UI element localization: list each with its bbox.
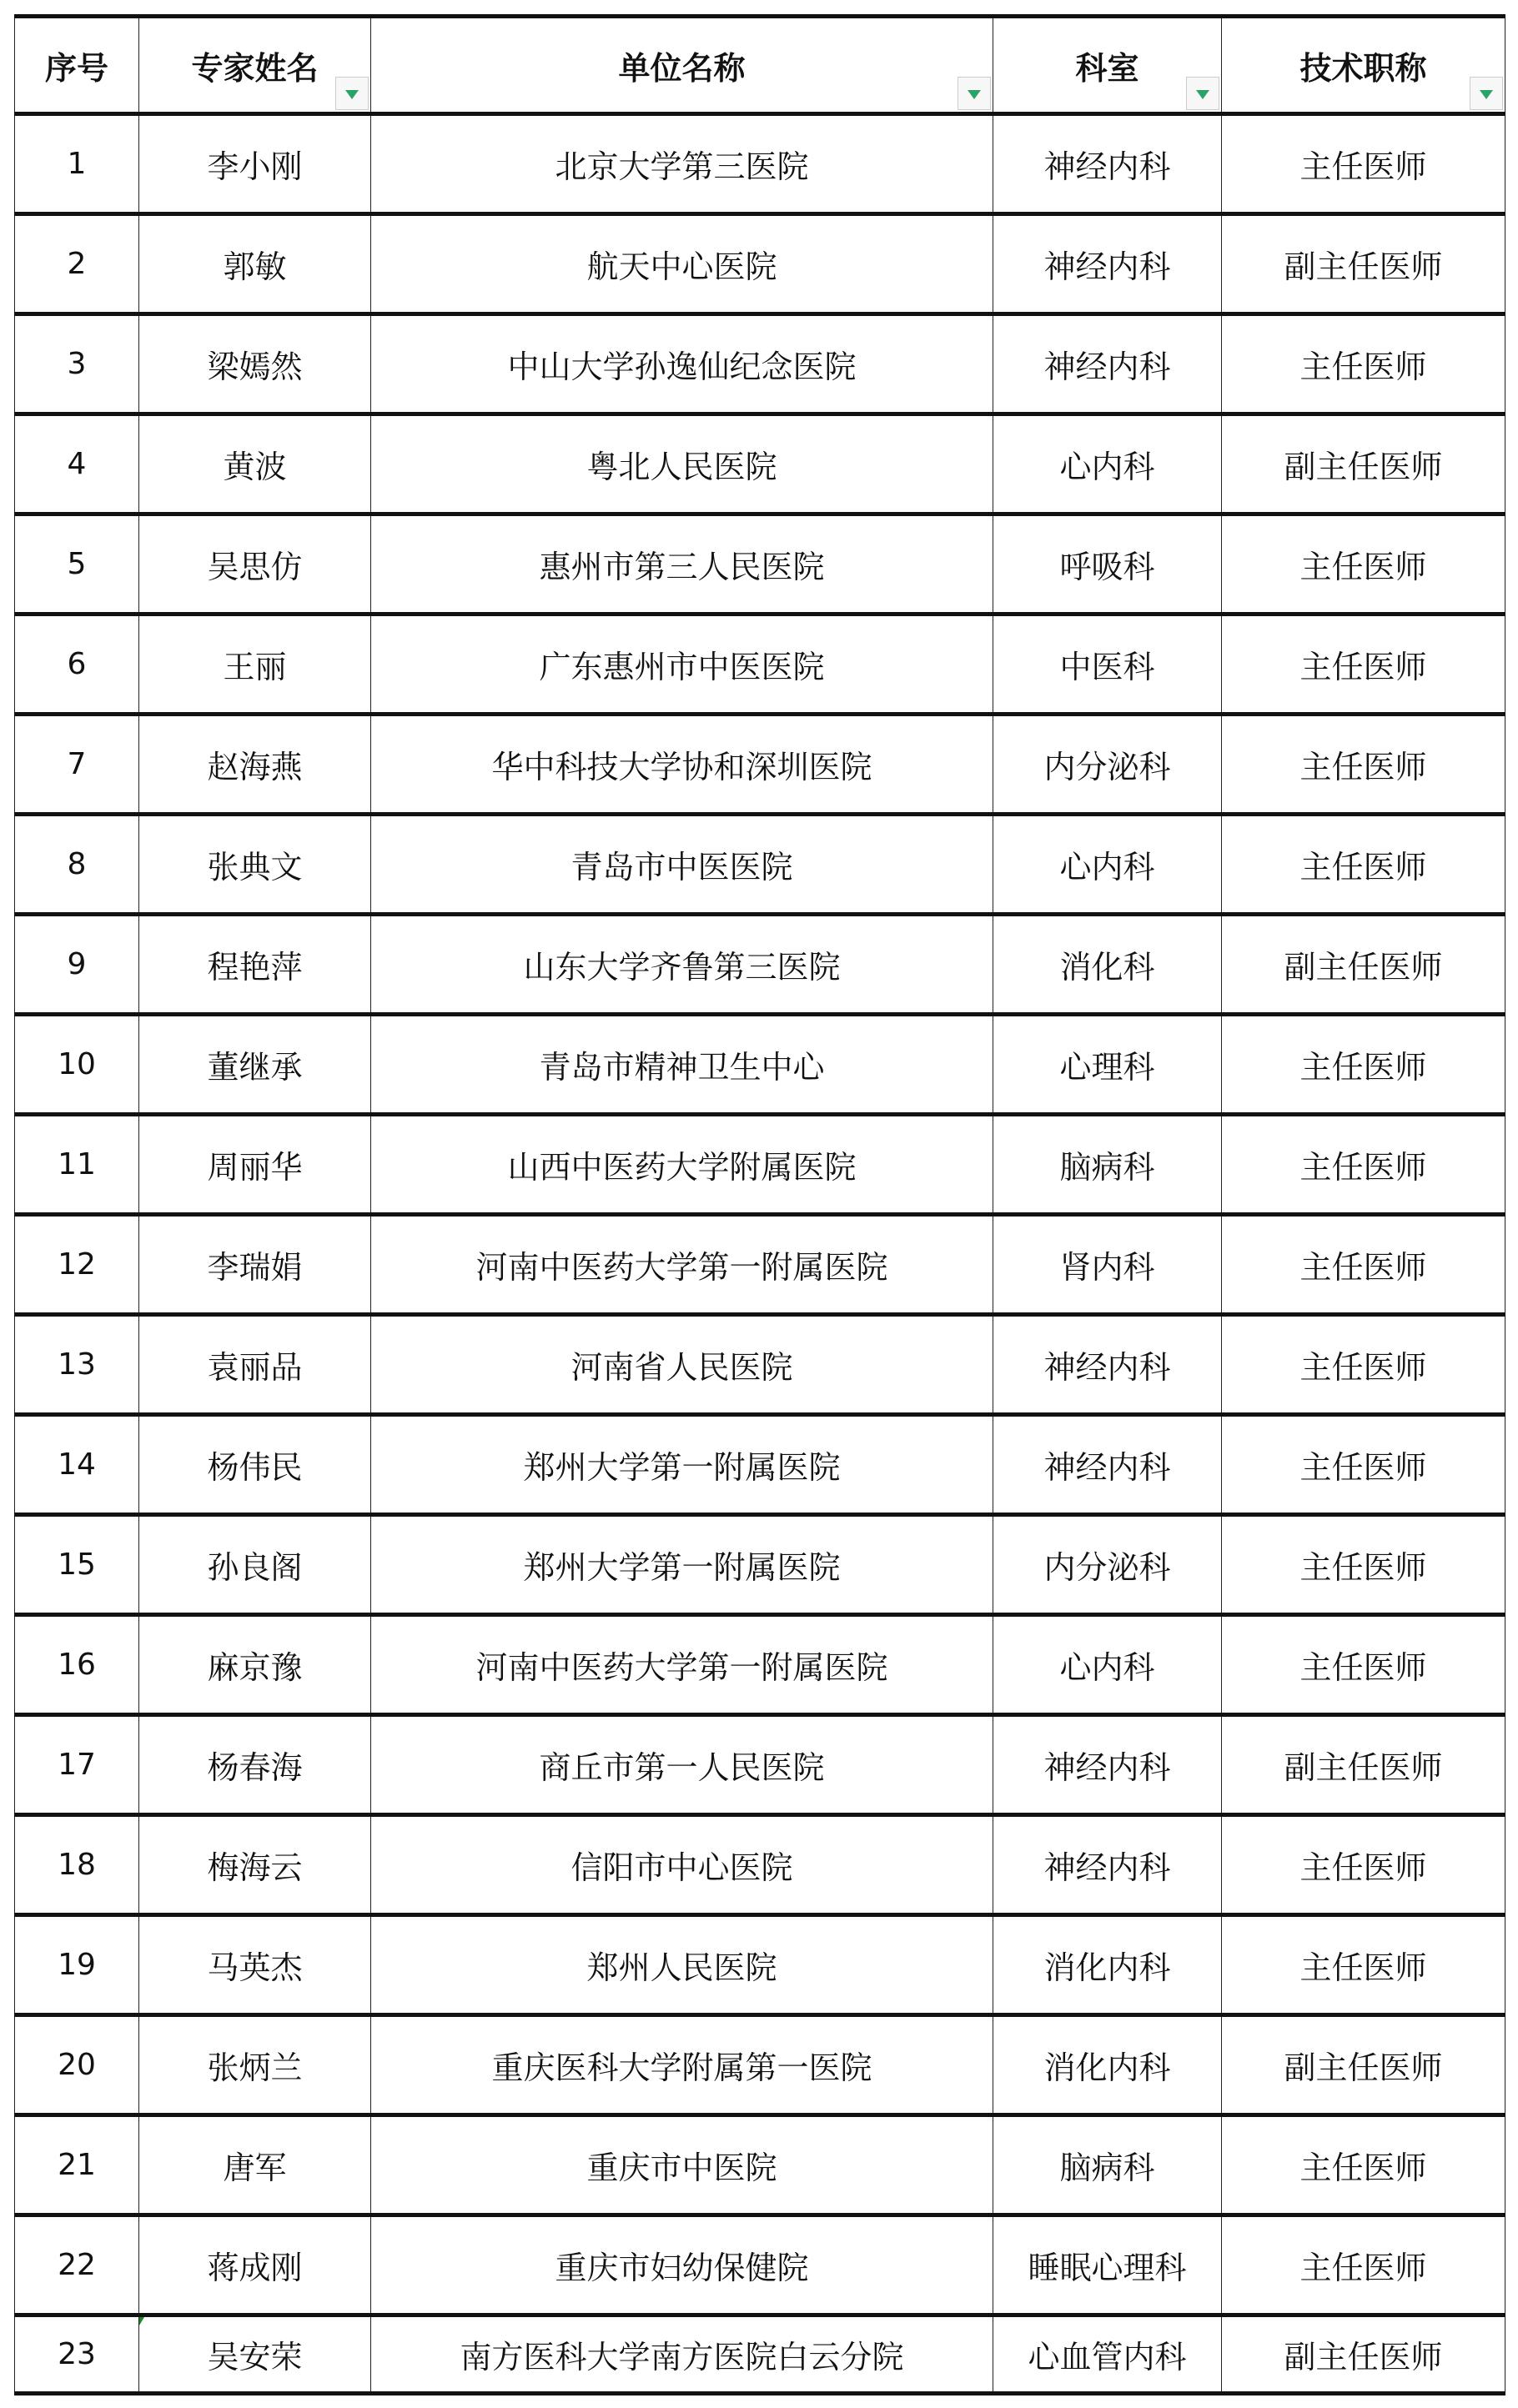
cell-institution[interactable]: 河南中医药大学第一附属医院: [371, 1215, 993, 1315]
cell-title[interactable]: 主任医师: [1222, 514, 1505, 615]
cell-title[interactable]: 主任医师: [1222, 2115, 1505, 2215]
cell-name[interactable]: 黄波: [139, 414, 371, 514]
cell-title[interactable]: 主任医师: [1222, 2215, 1505, 2315]
cell-index[interactable]: 3: [15, 314, 139, 414]
filter-dropdown-icon[interactable]: [335, 77, 369, 110]
cell-title[interactable]: 主任医师: [1222, 1815, 1505, 1915]
cell-index[interactable]: 9: [15, 915, 139, 1015]
cell-institution[interactable]: 山西中医药大学附属医院: [371, 1115, 993, 1215]
cell-department[interactable]: 神经内科: [993, 114, 1222, 214]
cell-index[interactable]: 23: [15, 2315, 139, 2394]
cell-institution[interactable]: 北京大学第三医院: [371, 114, 993, 214]
table-row: [15, 1715, 1505, 1815]
cell-institution[interactable]: 中山大学孙逸仙纪念医院: [371, 314, 993, 414]
table-row: [15, 1115, 1505, 1215]
cell-institution[interactable]: 信阳市中心医院: [371, 1815, 993, 1915]
cell-institution[interactable]: 郑州大学第一附属医院: [371, 1415, 993, 1515]
cell-department[interactable]: 心内科: [993, 815, 1222, 915]
header-index: 序号: [15, 17, 139, 114]
table-row: [15, 214, 1505, 314]
cell-index[interactable]: 1: [15, 114, 139, 214]
cell-index[interactable]: 11: [15, 1115, 139, 1215]
cell-department[interactable]: 心内科: [993, 1615, 1222, 1715]
cell-department[interactable]: 神经内科: [993, 314, 1222, 414]
cell-institution[interactable]: 郑州人民医院: [371, 1915, 993, 2015]
cell-department[interactable]: 神经内科: [993, 214, 1222, 314]
cell-title[interactable]: 主任医师: [1222, 114, 1505, 214]
cell-department[interactable]: 神经内科: [993, 1815, 1222, 1915]
cell-institution[interactable]: 山东大学齐鲁第三医院: [371, 915, 993, 1015]
cell-name[interactable]: 郭敏: [139, 214, 371, 314]
cell-index[interactable]: 16: [15, 1615, 139, 1715]
cell-index[interactable]: 10: [15, 1015, 139, 1115]
cell-name[interactable]: 梅海云: [139, 1815, 371, 1915]
header-name-label: 专家姓名: [191, 49, 319, 87]
header-row: [15, 17, 1505, 114]
table-row: [15, 615, 1505, 715]
header-department: [993, 17, 1222, 114]
header-name: [139, 17, 371, 114]
cell-index[interactable]: 6: [15, 615, 139, 715]
cell-department[interactable]: 睡眠心理科: [993, 2215, 1222, 2315]
cell-name[interactable]: 董继承: [139, 1015, 371, 1115]
cell-name[interactable]: 麻京豫: [139, 1615, 371, 1715]
cell-name[interactable]: 袁丽品: [139, 1315, 371, 1415]
cell-name[interactable]: 孙良阁: [139, 1515, 371, 1615]
table-row: [15, 2315, 1505, 2394]
cell-institution[interactable]: 青岛市精神卫生中心: [371, 1015, 993, 1115]
cell-index[interactable]: 13: [15, 1315, 139, 1415]
cell-index[interactable]: 18: [15, 1815, 139, 1915]
cell-department[interactable]: 神经内科: [993, 1415, 1222, 1515]
cell-institution[interactable]: 河南中医药大学第一附属医院: [371, 1615, 993, 1715]
cell-title[interactable]: 副主任医师: [1222, 1715, 1505, 1815]
cell-index[interactable]: 17: [15, 1715, 139, 1815]
cell-index[interactable]: 12: [15, 1215, 139, 1315]
cell-department[interactable]: 消化科: [993, 915, 1222, 1015]
filter-dropdown-icon[interactable]: [958, 77, 991, 110]
header-title: [1222, 17, 1505, 114]
cell-index[interactable]: 19: [15, 1915, 139, 2015]
cell-institution[interactable]: 重庆市妇幼保健院: [371, 2215, 993, 2315]
cell-department[interactable]: 呼吸科: [993, 514, 1222, 615]
table-row: [15, 715, 1505, 815]
cell-name[interactable]: 张典文: [139, 815, 371, 915]
table-row: [15, 915, 1505, 1015]
cell-department[interactable]: 消化内科: [993, 1915, 1222, 2015]
table-row: [15, 2115, 1505, 2215]
cell-title[interactable]: 主任医师: [1222, 1915, 1505, 2015]
cell-department[interactable]: 心理科: [993, 1015, 1222, 1115]
cell-index[interactable]: 7: [15, 715, 139, 815]
cell-title[interactable]: 副主任医师: [1222, 2315, 1505, 2394]
table-row: [15, 1915, 1505, 2015]
cell-index[interactable]: 4: [15, 414, 139, 514]
header-institution-label: 单位名称: [618, 49, 746, 87]
cell-name[interactable]: 李小刚: [139, 114, 371, 214]
cell-name[interactable]: 张炳兰: [139, 2015, 371, 2115]
cell-title[interactable]: 主任医师: [1222, 615, 1505, 715]
cell-title[interactable]: 副主任医师: [1222, 414, 1505, 514]
cell-comment-marker-icon: [139, 2317, 144, 2325]
cell-name[interactable]: 王丽: [139, 615, 371, 715]
cell-name[interactable]: 程艳萍: [139, 915, 371, 1015]
cell-index[interactable]: 2: [15, 214, 139, 314]
cell-title[interactable]: 主任医师: [1222, 815, 1505, 915]
cell-title[interactable]: 主任医师: [1222, 1615, 1505, 1715]
cell-institution[interactable]: 惠州市第三人民医院: [371, 514, 993, 615]
table-row: [15, 1415, 1505, 1515]
cell-title[interactable]: 主任医师: [1222, 715, 1505, 815]
cell-name[interactable]: 周丽华: [139, 1115, 371, 1215]
filter-dropdown-icon[interactable]: [1470, 77, 1503, 110]
table-row: [15, 1015, 1505, 1115]
cell-department[interactable]: 神经内科: [993, 1715, 1222, 1815]
cell-institution[interactable]: 航天中心医院: [371, 214, 993, 314]
cell-institution[interactable]: 南方医科大学南方医院白云分院: [371, 2315, 993, 2394]
table-row: [15, 1515, 1505, 1615]
cell-title[interactable]: 主任医师: [1222, 1115, 1505, 1215]
cell-title[interactable]: 主任医师: [1222, 1415, 1505, 1515]
table-row: [15, 1215, 1505, 1315]
cell-name[interactable]: 杨伟民: [139, 1415, 371, 1515]
cell-institution[interactable]: 河南省人民医院: [371, 1315, 993, 1415]
cell-index[interactable]: 15: [15, 1515, 139, 1615]
table-row: [15, 1815, 1505, 1915]
table-row: [15, 1615, 1505, 1715]
cell-name[interactable]: 马英杰: [139, 1915, 371, 2015]
cell-title[interactable]: 主任医师: [1222, 1315, 1505, 1415]
cell-title[interactable]: 副主任医师: [1222, 214, 1505, 314]
header-title-label: 技术职称: [1299, 49, 1427, 87]
cell-name[interactable]: 唐军: [139, 2115, 371, 2215]
cell-index[interactable]: 22: [15, 2215, 139, 2315]
cell-institution[interactable]: 重庆医科大学附属第一医院: [371, 2015, 993, 2115]
cell-department[interactable]: 脑病科: [993, 1115, 1222, 1215]
cell-name[interactable]: 杨春海: [139, 1715, 371, 1815]
cell-index[interactable]: 21: [15, 2115, 139, 2215]
table-row: [15, 1315, 1505, 1415]
cell-index[interactable]: 14: [15, 1415, 139, 1515]
cell-index[interactable]: 5: [15, 514, 139, 615]
cell-title[interactable]: 主任医师: [1222, 1015, 1505, 1115]
cell-name[interactable]: 赵海燕: [139, 715, 371, 815]
table-row: [15, 314, 1505, 414]
cell-department[interactable]: 心内科: [993, 414, 1222, 514]
table-row: [15, 114, 1505, 214]
cell-department[interactable]: 心血管内科: [993, 2315, 1222, 2394]
table-row: [15, 815, 1505, 915]
cell-name[interactable]: 吴安荣: [139, 2315, 371, 2394]
cell-title[interactable]: 主任医师: [1222, 1515, 1505, 1615]
cell-institution[interactable]: 青岛市中医医院: [371, 815, 993, 915]
cell-department[interactable]: 神经内科: [993, 1315, 1222, 1415]
header-institution: [371, 17, 993, 114]
expert-table: [14, 14, 1505, 2395]
cell-title[interactable]: 主任医师: [1222, 314, 1505, 414]
cell-name[interactable]: 李瑞娟: [139, 1215, 371, 1315]
cell-institution[interactable]: 广东惠州市中医医院: [371, 615, 993, 715]
cell-title[interactable]: 副主任医师: [1222, 2015, 1505, 2115]
cell-department[interactable]: 内分泌科: [993, 715, 1222, 815]
cell-index[interactable]: 20: [15, 2015, 139, 2115]
cell-institution[interactable]: 华中科技大学协和深圳医院: [371, 715, 993, 815]
table-row: [15, 514, 1505, 615]
filter-dropdown-icon[interactable]: [1186, 77, 1219, 110]
cell-institution[interactable]: 郑州大学第一附属医院: [371, 1515, 993, 1615]
table-row: [15, 2215, 1505, 2315]
cell-title[interactable]: 主任医师: [1222, 1215, 1505, 1315]
cell-institution[interactable]: 粤北人民医院: [371, 414, 993, 514]
cell-institution[interactable]: 重庆市中医院: [371, 2115, 993, 2215]
cell-department[interactable]: 中医科: [993, 615, 1222, 715]
cell-index[interactable]: 8: [15, 815, 139, 915]
cell-name[interactable]: 蒋成刚: [139, 2215, 371, 2315]
cell-title[interactable]: 副主任医师: [1222, 915, 1505, 1015]
cell-name[interactable]: 梁嫣然: [139, 314, 371, 414]
table-row: [15, 414, 1505, 514]
cell-department[interactable]: 肾内科: [993, 1215, 1222, 1315]
cell-department[interactable]: 脑病科: [993, 2115, 1222, 2215]
header-department-label: 科室: [1075, 49, 1139, 87]
cell-department[interactable]: 消化内科: [993, 2015, 1222, 2115]
cell-department[interactable]: 内分泌科: [993, 1515, 1222, 1615]
table-row: [15, 2015, 1505, 2115]
cell-name[interactable]: 吴思仿: [139, 514, 371, 615]
cell-institution[interactable]: 商丘市第一人民医院: [371, 1715, 993, 1815]
